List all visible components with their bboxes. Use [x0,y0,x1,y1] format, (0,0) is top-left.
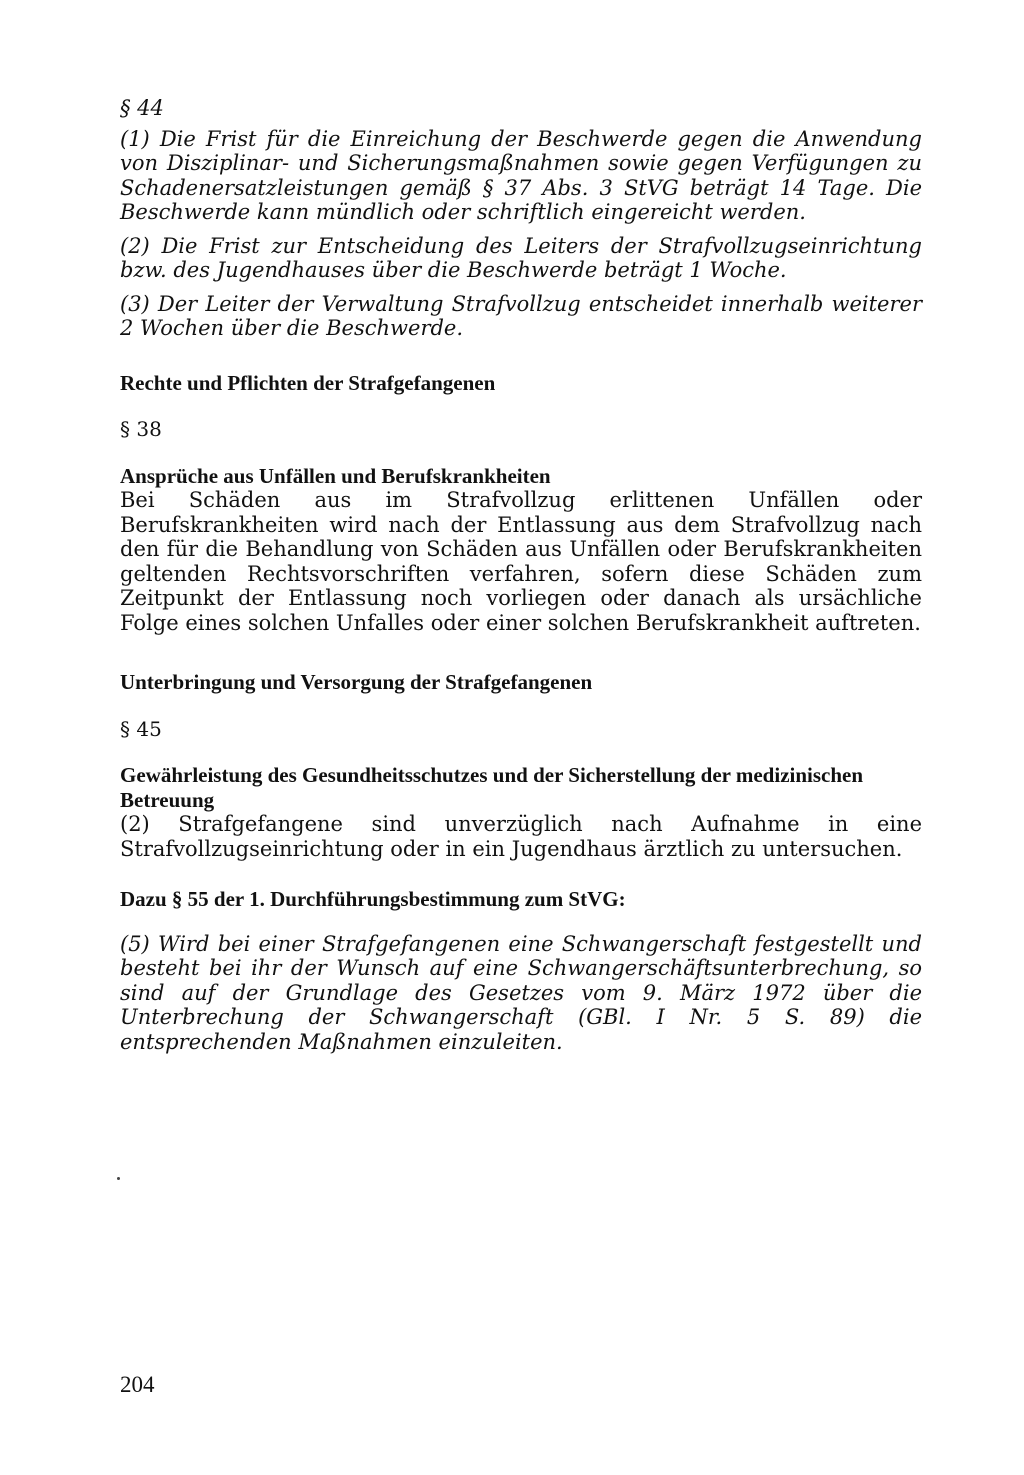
rights-heading: Rechte und Pflichten der Strafgefangenen [120,370,496,395]
section-45-subheading: Gewährleistung des Gesundheitsschutzes und der Sicherstellung der medizinischen Betreuung [120,763,864,812]
housing-heading: Unterbringung und Versorgung der Strafgefangenen [120,670,593,694]
implementing-rule-heading: Dazu § 55 der 1. Durchführungsbestimmung zum StVG: [120,887,626,911]
implementing-rule-text: (5) Wird bei einer Strafgefangenen eine Schwangerschaft festgestellt und besteht bei ihr der Wunsch auf eine Schwangerschäftsunterbrechung, so sind auf der Grundlage des Gesetzes vom 9. März 1972 über die Unterbrechung der Schwangerschaft (GBl. I Nr. 5 S. 89) die entsprechenden Maßnahmen einzuleiten. [120,931,922,1054]
section-38-number: § 38 [120,417,162,441]
page-number: 204 [120,1372,155,1397]
section-44-paragraph-1: (1) Die Frist für die Einreichung der Beschwerde gegen die Anwendung von Disziplinar- und Sicherungsmaßnahmen sowie gegen Verfügungen zu Schadenersatzleistungen gemäß § 37 Abs. 3 StVG beträgt 14 Tage. Die Beschwerde kann mündlich oder schriftlich eingereicht werden. [120,126,922,224]
section-38-text: Bei Schäden aus im Strafvollzug erlittenen Unfällen oder Berufskrankheiten wird nach der Entlassung aus dem Strafvollzug nach den für die Behandlung von Schäden aus Unfällen oder Berufskrankheiten geltenden Rechtsvorschriften verfahren, sofern diese Schäden zum Zeitpunkt der Entlassung noch vorliegen oder danach als ursächliche Folge eines solchen Unfalles oder einer solchen Berufskrankheit auftreten. [120,488,922,635]
stray-dot-mark [117,1177,120,1180]
page-body [120,96,922,1054]
section-45-text: (2) Strafgefangene sind unverzüglich nach Aufnahme in eine Strafvollzugseinrichtung oder in ein Jugendhaus ärztlich zu untersuchen. [120,812,922,861]
section-38-subheading: Ansprüche aus Unfällen und Berufskrankheiten [120,463,551,488]
section-45-number: § 45 [120,716,162,741]
section-44-paragraph-2: (2) Die Frist zur Entscheidung des Leiters der Strafvollzugseinrichtung bzw. des Jugendhauses über die Beschwerde beträgt 1 Woche. [120,233,922,282]
section-44-paragraph-3: (3) Der Leiter der Verwaltung Strafvollzug entscheidet innerhalb weiterer 2 Wochen über die Beschwerde. [120,291,922,340]
section-44-number: § 44 [120,96,164,120]
